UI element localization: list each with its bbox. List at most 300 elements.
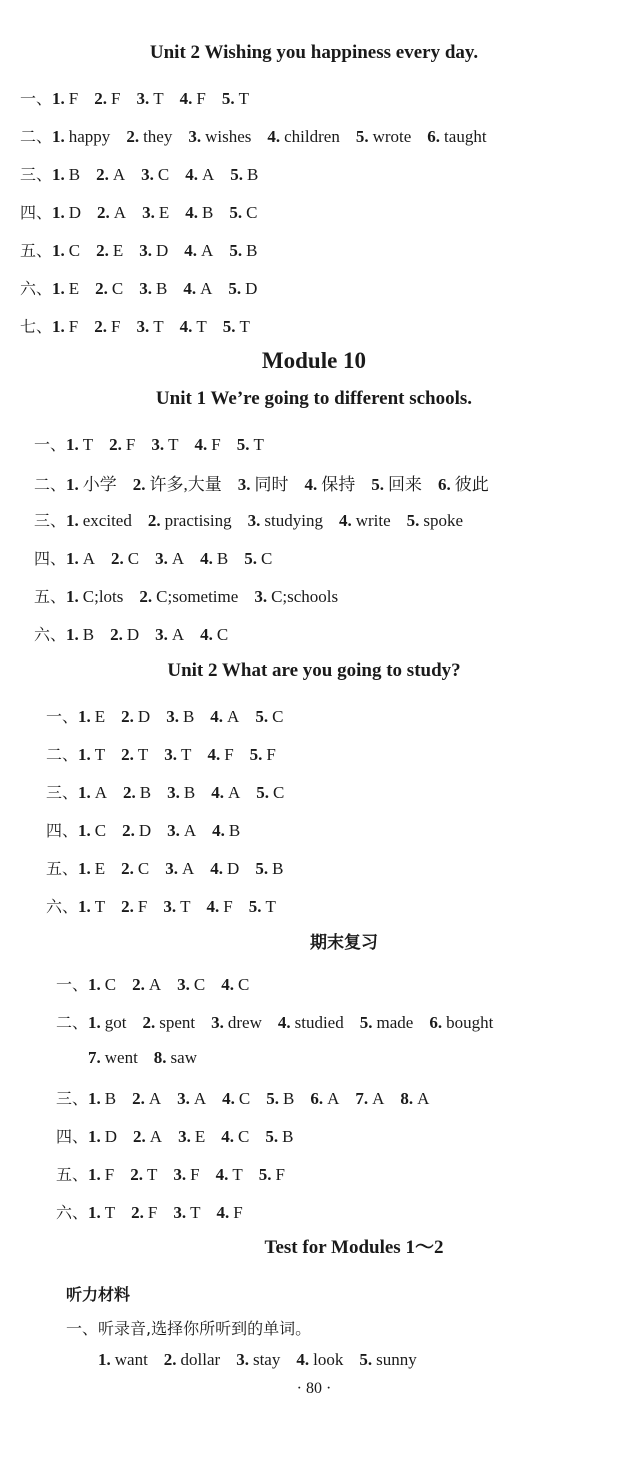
answer-value: C	[137, 859, 150, 878]
answer-row	[46, 780, 300, 803]
answer-item	[132, 1089, 161, 1109]
answer-item	[427, 127, 486, 147]
answer-value: T	[253, 435, 264, 454]
answer-value: A	[94, 783, 108, 802]
answer-value: C	[216, 625, 229, 644]
answer-value: B	[201, 203, 214, 222]
answer-value: B	[272, 859, 284, 878]
answer-value: C	[127, 549, 140, 568]
answer-value: B	[216, 549, 229, 568]
answer-item	[173, 1165, 199, 1185]
answer-item	[155, 625, 184, 645]
answer-number: 3.	[211, 1013, 224, 1032]
answer-number: 2.	[94, 89, 107, 108]
answer-number: 5.	[371, 475, 385, 494]
answer-number: 1.	[88, 975, 101, 994]
answer-number: 2.	[96, 165, 109, 184]
page-number: · 80 ·	[296, 1380, 332, 1397]
answer-item	[78, 707, 105, 727]
answer-number: 6.	[438, 475, 451, 494]
answer-value: F	[190, 1165, 200, 1184]
answer-number: 4.	[200, 549, 213, 568]
answer-item	[305, 470, 356, 495]
answer-row	[20, 200, 273, 223]
answer-value: C	[94, 821, 107, 840]
answer-item	[407, 511, 463, 531]
answer-number: 1.	[52, 241, 65, 260]
answer-number: 2.	[132, 475, 146, 494]
answer-value: 彼此	[454, 475, 489, 494]
question-group-label: 二、	[34, 475, 67, 494]
question-group-label: 五、	[20, 241, 53, 260]
answer-item	[244, 549, 272, 569]
question-group-label: 二、	[56, 1013, 89, 1032]
answer-item	[207, 897, 233, 917]
answer-value: B	[183, 783, 196, 802]
answer-item	[66, 549, 95, 569]
answer-value: D	[156, 241, 169, 260]
answer-number: 4.	[221, 1127, 234, 1146]
answer-value: E	[94, 707, 106, 726]
answer-row	[56, 1124, 309, 1147]
answer-item	[66, 587, 123, 607]
answer-item	[52, 89, 78, 109]
answer-item	[210, 707, 239, 727]
answer-value: B	[228, 821, 241, 840]
answer-number: 2.	[126, 127, 140, 146]
answer-value: happy	[68, 127, 111, 146]
answer-row	[46, 742, 292, 765]
answer-number: 3.	[236, 1350, 249, 1369]
answer-item	[52, 279, 79, 299]
answer-number: 3.	[178, 1127, 191, 1146]
answer-number: 1.	[88, 1165, 101, 1184]
answer-number: 1.	[52, 127, 65, 146]
answer-item	[178, 1127, 205, 1147]
answer-value: drew	[227, 1013, 262, 1032]
answer-item	[265, 1127, 293, 1147]
answer-number: 4.	[184, 241, 198, 260]
answer-value: A	[148, 1089, 162, 1108]
answer-value: C	[261, 549, 273, 568]
answer-number: 2.	[95, 279, 108, 298]
answer-number: 8.	[400, 1089, 414, 1108]
answer-number: 2.	[132, 1089, 145, 1108]
answer-value: T	[82, 435, 94, 454]
answer-item	[132, 975, 161, 995]
answer-value: F	[110, 317, 121, 336]
answer-item	[66, 511, 132, 531]
answer-value: C	[273, 783, 285, 802]
answer-item	[136, 89, 163, 109]
answer-item	[177, 975, 205, 995]
answer-row	[46, 894, 292, 917]
answer-value: D	[245, 279, 258, 298]
question-group-label: 四、	[20, 203, 53, 222]
answer-number: 3.	[142, 203, 155, 222]
answer-item	[131, 1203, 157, 1223]
answer-value: got	[104, 1013, 127, 1032]
answer-number: 1.	[66, 549, 79, 568]
answer-value: A	[183, 821, 197, 840]
answer-number: 5.	[229, 203, 243, 222]
answer-value: A	[327, 1089, 340, 1108]
answer-value: C	[238, 1089, 251, 1108]
answer-number: 1.	[78, 783, 91, 802]
answer-item	[221, 1127, 249, 1147]
answer-item	[88, 1013, 126, 1033]
answer-number: 2.	[110, 625, 123, 644]
answer-number: 3.	[164, 745, 178, 764]
answer-item	[66, 625, 94, 645]
answer-number: 2.	[111, 549, 124, 568]
answer-value: T	[104, 1203, 116, 1222]
answer-item	[438, 470, 489, 495]
answer-value: T	[190, 1203, 201, 1222]
answer-number: 4.	[210, 707, 224, 726]
answer-number: 1.	[52, 89, 65, 108]
answer-item	[52, 203, 81, 223]
answer-value: E	[112, 241, 124, 260]
answer-value: children	[284, 127, 340, 146]
answer-value: F	[68, 89, 79, 108]
answer-value: B	[282, 1127, 294, 1146]
heading-m10-unit1: Unit 1 We’re going to different schools.	[155, 388, 473, 409]
answer-number: 2.	[132, 975, 145, 994]
answer-number: 4.	[200, 625, 213, 644]
answer-value: A	[148, 975, 162, 994]
answer-number: 5.	[255, 707, 269, 726]
answer-value: F	[223, 897, 233, 916]
answer-item	[148, 511, 232, 531]
answer-number: 1.	[78, 859, 91, 878]
answer-value: excited	[82, 511, 132, 530]
answer-value: A	[417, 1089, 430, 1108]
answer-value: A	[82, 549, 96, 568]
answer-value: write	[355, 511, 391, 530]
answer-item	[88, 975, 116, 995]
answer-number: 3.	[139, 279, 152, 298]
answer-number: 4.	[296, 1350, 310, 1369]
answer-item	[88, 1203, 115, 1223]
answer-item	[223, 317, 250, 337]
answer-value: taught	[444, 127, 487, 146]
answer-number: 5.	[229, 241, 243, 260]
answer-value: E	[68, 279, 80, 298]
answer-value: T	[94, 897, 106, 916]
answer-item	[139, 587, 238, 607]
answer-row	[34, 546, 288, 569]
answer-number: 5.	[228, 279, 242, 298]
answer-number: 4.	[207, 745, 221, 764]
answer-value: A	[372, 1089, 385, 1108]
answer-value: C	[157, 165, 170, 184]
answer-number: 2.	[121, 859, 134, 878]
answer-item	[256, 783, 284, 803]
answer-value: A	[171, 625, 185, 644]
answer-item	[217, 1203, 243, 1223]
answer-row	[56, 972, 265, 995]
answer-number: 2.	[121, 897, 134, 916]
answer-row	[34, 508, 479, 531]
answer-item	[210, 859, 239, 879]
answer-value: bought	[446, 1013, 494, 1032]
answer-row	[20, 162, 274, 185]
answer-number: 1.	[52, 203, 65, 222]
answer-item	[266, 1089, 294, 1109]
answer-number: 1.	[78, 897, 91, 916]
answer-item	[185, 165, 214, 185]
answer-item	[248, 511, 323, 531]
answer-item	[200, 625, 228, 645]
answer-value: A	[201, 241, 214, 260]
answer-number: 3.	[177, 1089, 190, 1108]
answer-number: 5.	[359, 1350, 373, 1369]
answer-value: 许多,大量	[149, 475, 222, 494]
answer-number: 4.	[222, 1089, 235, 1108]
answer-item	[429, 1013, 493, 1033]
answer-number: 4.	[267, 127, 281, 146]
answer-item	[229, 241, 257, 261]
answer-item	[96, 241, 123, 261]
answer-value: D	[227, 859, 240, 878]
answer-value: T	[153, 89, 164, 108]
answer-number: 5.	[258, 1165, 272, 1184]
question-group-label: 三、	[20, 165, 53, 184]
answer-number: 1.	[66, 435, 79, 454]
answer-number: 4.	[206, 897, 220, 916]
answer-number: 3.	[247, 511, 261, 530]
answer-item	[154, 1048, 197, 1068]
answer-item	[121, 707, 150, 727]
answer-number: 4.	[194, 435, 208, 454]
listening-instruction: 一、听录音,选择你所听到的单词。	[66, 1319, 312, 1338]
answer-value: T	[180, 897, 191, 916]
answer-number: 7.	[355, 1089, 369, 1108]
answer-value: spoke	[423, 511, 464, 530]
question-group-label: 四、	[46, 821, 79, 840]
answer-number: 2.	[96, 241, 109, 260]
answer-number: 5.	[221, 89, 235, 108]
answer-number: 3.	[155, 625, 168, 644]
answer-number: 1.	[78, 745, 91, 764]
answer-item	[211, 1013, 262, 1033]
question-group-label: 三、	[34, 511, 67, 530]
answer-item	[212, 821, 240, 841]
answer-number: 3.	[136, 317, 150, 336]
answer-item	[167, 783, 195, 803]
answer-number: 1.	[52, 317, 65, 336]
answer-row	[34, 622, 244, 645]
answer-number: 4.	[211, 783, 224, 802]
answer-number: 5.	[236, 435, 250, 454]
answer-item	[267, 127, 339, 147]
answer-number: 2.	[109, 435, 122, 454]
answer-item	[78, 745, 105, 765]
heading-m10-unit2: Unit 2 What are you going to study?	[167, 660, 461, 681]
answer-item	[180, 317, 207, 337]
answer-row	[34, 470, 505, 495]
answer-number: 3.	[173, 1203, 187, 1222]
answer-value: made	[376, 1013, 414, 1032]
answer-value: T	[265, 897, 276, 916]
answer-value: 保持	[321, 475, 356, 494]
answer-item	[355, 1089, 384, 1109]
answer-number: 3.	[167, 783, 180, 802]
heading-test: Test for Modules 1～2	[264, 1237, 444, 1258]
answer-item	[78, 897, 105, 917]
answer-number: 1.	[52, 279, 65, 298]
answer-value: B	[246, 241, 258, 260]
answer-item	[230, 165, 258, 185]
question-group-label: 二、	[20, 127, 53, 146]
answer-item	[164, 745, 191, 765]
question-group-label: 六、	[56, 1203, 89, 1222]
answer-item	[259, 1165, 285, 1185]
answer-value: D	[104, 1127, 118, 1146]
answer-value: spent	[159, 1013, 196, 1032]
answer-value: C	[68, 241, 81, 260]
answer-item	[184, 241, 213, 261]
answer-number: 3.	[155, 549, 168, 568]
answer-number: 7.	[88, 1048, 101, 1067]
question-group-label: 二、	[46, 745, 79, 764]
answer-number: 5.	[359, 1013, 373, 1032]
answer-value: B	[156, 279, 168, 298]
answer-item	[94, 89, 120, 109]
answer-item	[180, 89, 206, 109]
answer-value: F	[68, 317, 79, 336]
answer-value: T	[232, 1165, 243, 1184]
answer-item	[133, 1127, 162, 1147]
answer-item	[166, 707, 194, 727]
answer-row	[56, 1086, 445, 1109]
answer-value: C	[104, 975, 117, 994]
answer-item	[130, 1165, 157, 1185]
answer-value: E	[194, 1127, 206, 1146]
answer-item	[228, 279, 257, 299]
answer-item	[139, 241, 168, 261]
answer-value: E	[158, 203, 170, 222]
answer-value: C	[111, 279, 124, 298]
answer-value: wishes	[205, 127, 252, 146]
answer-item	[188, 127, 251, 147]
answer-row	[20, 124, 503, 147]
listening-items	[98, 1350, 433, 1370]
answer-number: 2.	[121, 707, 134, 726]
answer-item	[94, 317, 120, 337]
answer-number: 2.	[142, 1013, 156, 1032]
heading-final-review: 期末复习	[310, 933, 378, 953]
answer-item	[163, 897, 190, 917]
answer-item	[123, 783, 151, 803]
answer-value: practising	[164, 511, 232, 530]
question-group-label: 一、	[20, 89, 53, 108]
answer-row	[46, 704, 299, 727]
answer-item	[173, 1203, 200, 1223]
answer-number: 1.	[88, 1127, 101, 1146]
question-group-label: 六、	[20, 279, 53, 298]
answer-item	[360, 1013, 414, 1033]
answer-row	[56, 1162, 301, 1185]
answer-item	[255, 859, 283, 879]
answer-value: A	[227, 707, 240, 726]
answer-item	[121, 745, 148, 765]
answer-value: F	[224, 745, 234, 764]
answer-value: went	[104, 1048, 138, 1067]
answer-item	[249, 897, 276, 917]
answer-number: 1.	[52, 165, 65, 184]
question-group-label: 四、	[56, 1127, 89, 1146]
answer-value: E	[94, 859, 106, 878]
answer-item	[177, 1089, 206, 1109]
answer-item	[78, 783, 107, 803]
answer-value: C	[246, 203, 258, 222]
answer-number: 4.	[185, 165, 198, 184]
answer-item	[88, 1089, 116, 1109]
answer-value: C	[237, 1127, 250, 1146]
answer-number: 5.	[406, 511, 420, 530]
answer-item	[222, 1089, 250, 1109]
answer-number: 2.	[147, 511, 161, 530]
answer-item	[339, 511, 391, 531]
answer-number: 4.	[215, 1165, 229, 1184]
answer-number: 5.	[265, 1127, 279, 1146]
answer-item	[165, 859, 194, 879]
answer-number: 4.	[179, 89, 193, 108]
answer-item	[52, 165, 80, 185]
answer-item	[95, 279, 123, 299]
answer-value: stay	[252, 1350, 281, 1369]
answer-number: 3.	[167, 821, 180, 840]
answer-item	[255, 707, 283, 727]
answer-number: 3.	[166, 707, 179, 726]
answer-number: 2.	[139, 587, 153, 606]
answer-item	[98, 1350, 148, 1370]
answer-number: 4.	[210, 859, 224, 878]
answer-item	[139, 279, 167, 299]
answer-value: C;sometime	[156, 587, 239, 606]
answer-item	[237, 435, 264, 455]
answer-number: 2.	[163, 1350, 177, 1369]
answer-value: T	[196, 317, 207, 336]
answer-value: A	[200, 279, 213, 298]
answer-item	[88, 1165, 114, 1185]
answer-value: F	[125, 435, 136, 454]
answer-number: 3.	[139, 241, 152, 260]
answer-value: F	[137, 897, 148, 916]
answer-number: 1.	[66, 625, 79, 644]
answer-value: B	[139, 783, 152, 802]
answer-item	[52, 241, 80, 261]
answer-item	[238, 470, 289, 495]
answer-item	[183, 279, 212, 299]
answer-value: B	[82, 625, 95, 644]
answer-value: B	[104, 1089, 117, 1108]
answer-row	[20, 86, 265, 109]
question-group-label: 五、	[34, 587, 67, 606]
answer-number: 3.	[136, 89, 150, 108]
answer-number: 1.	[88, 1203, 101, 1222]
answer-item	[164, 1350, 220, 1370]
answer-number: 8.	[153, 1048, 167, 1067]
answer-number: 6.	[310, 1089, 324, 1108]
answer-number: 4.	[338, 511, 352, 530]
answer-row	[20, 276, 273, 299]
answer-item	[155, 549, 184, 569]
answer-value: wrote	[372, 127, 412, 146]
answer-item	[66, 435, 93, 455]
